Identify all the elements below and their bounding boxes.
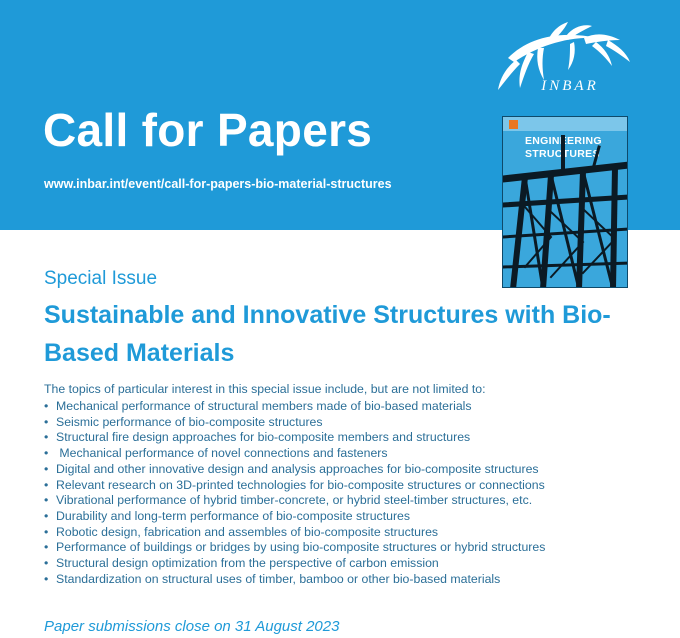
- bullet-icon: •: [44, 571, 49, 586]
- list-item: [44, 525, 545, 541]
- list-item: [44, 399, 545, 415]
- topic-text: Durability and long-term performance of bio-composite structures: [56, 508, 411, 523]
- bullet-icon: •: [44, 508, 49, 523]
- topic-text: Relevant research on 3D-printed technologies for bio-composite structures or connections: [56, 477, 545, 492]
- topic-text: Standardization on structural uses of timber, bamboo or other bio-based materials: [56, 571, 501, 586]
- topic-text: Seismic performance of bio-composite structures: [56, 414, 323, 429]
- topic-text: Mechanical performance of novel connections and fasteners: [56, 446, 388, 461]
- bullet-icon: •: [44, 399, 49, 413]
- list-item: [44, 462, 545, 478]
- list-item: [44, 509, 545, 525]
- journal-title-line-1: ENGINEERING: [525, 135, 602, 147]
- list-item: [44, 556, 545, 572]
- submission-deadline: Paper submissions close on 31 August 2023: [44, 618, 340, 635]
- topic-text: Robotic design, fabrication and assembles of bio-composite structures: [56, 524, 439, 539]
- list-item: [44, 572, 545, 588]
- bullet-icon: •: [44, 477, 49, 492]
- journal-title-line-2: STRUCTURES: [525, 148, 600, 160]
- list-item: [44, 446, 545, 462]
- inbar-logo-text: INBAR: [541, 78, 599, 94]
- page-title: Call for Papers: [43, 104, 373, 156]
- list-item: [44, 540, 545, 556]
- bullet-icon: •: [44, 446, 49, 461]
- special-issue-label: Special Issue: [44, 268, 158, 289]
- list-item: [44, 478, 545, 494]
- bullet-icon: •: [44, 414, 49, 429]
- bullet-icon: •: [44, 430, 49, 445]
- topic-text: Mechanical performance of structural members made of bio-based materials: [56, 399, 472, 413]
- topic-text: Digital and other innovative design and analysis approaches for bio-composite structures: [56, 461, 539, 476]
- bullet-icon: •: [44, 493, 49, 508]
- bridge-structure-icon: [503, 117, 628, 288]
- bullet-icon: •: [44, 540, 49, 555]
- topic-text: Structural fire design approaches for bio-composite members and structures: [56, 430, 471, 445]
- topics-list: [44, 399, 545, 587]
- special-issue-heading: Sustainable and Innovative Structures with Bio-Based Materials: [44, 301, 611, 367]
- bullet-icon: •: [44, 461, 49, 476]
- topic-text: Vibrational performance of hybrid timber-concrete, or hybrid steel-timber structures, etc.: [56, 493, 533, 508]
- topic-text: Performance of buildings or bridges by using bio-composite structures or hybrid structures: [56, 540, 546, 555]
- list-item: [44, 415, 545, 431]
- list-item: [44, 430, 545, 446]
- list-item: [44, 493, 545, 509]
- topic-text: Structural design optimization from the perspective of carbon emission: [56, 556, 439, 571]
- event-url-link[interactable]: www.inbar.int/event/call-for-papers-bio-material-structures: [44, 177, 392, 191]
- topics-intro: The topics of particular interest in this special issue include, but are not limited to:: [44, 382, 486, 396]
- journal-cover-image: [502, 116, 628, 288]
- bullet-icon: •: [44, 524, 49, 539]
- bullet-icon: •: [44, 556, 49, 571]
